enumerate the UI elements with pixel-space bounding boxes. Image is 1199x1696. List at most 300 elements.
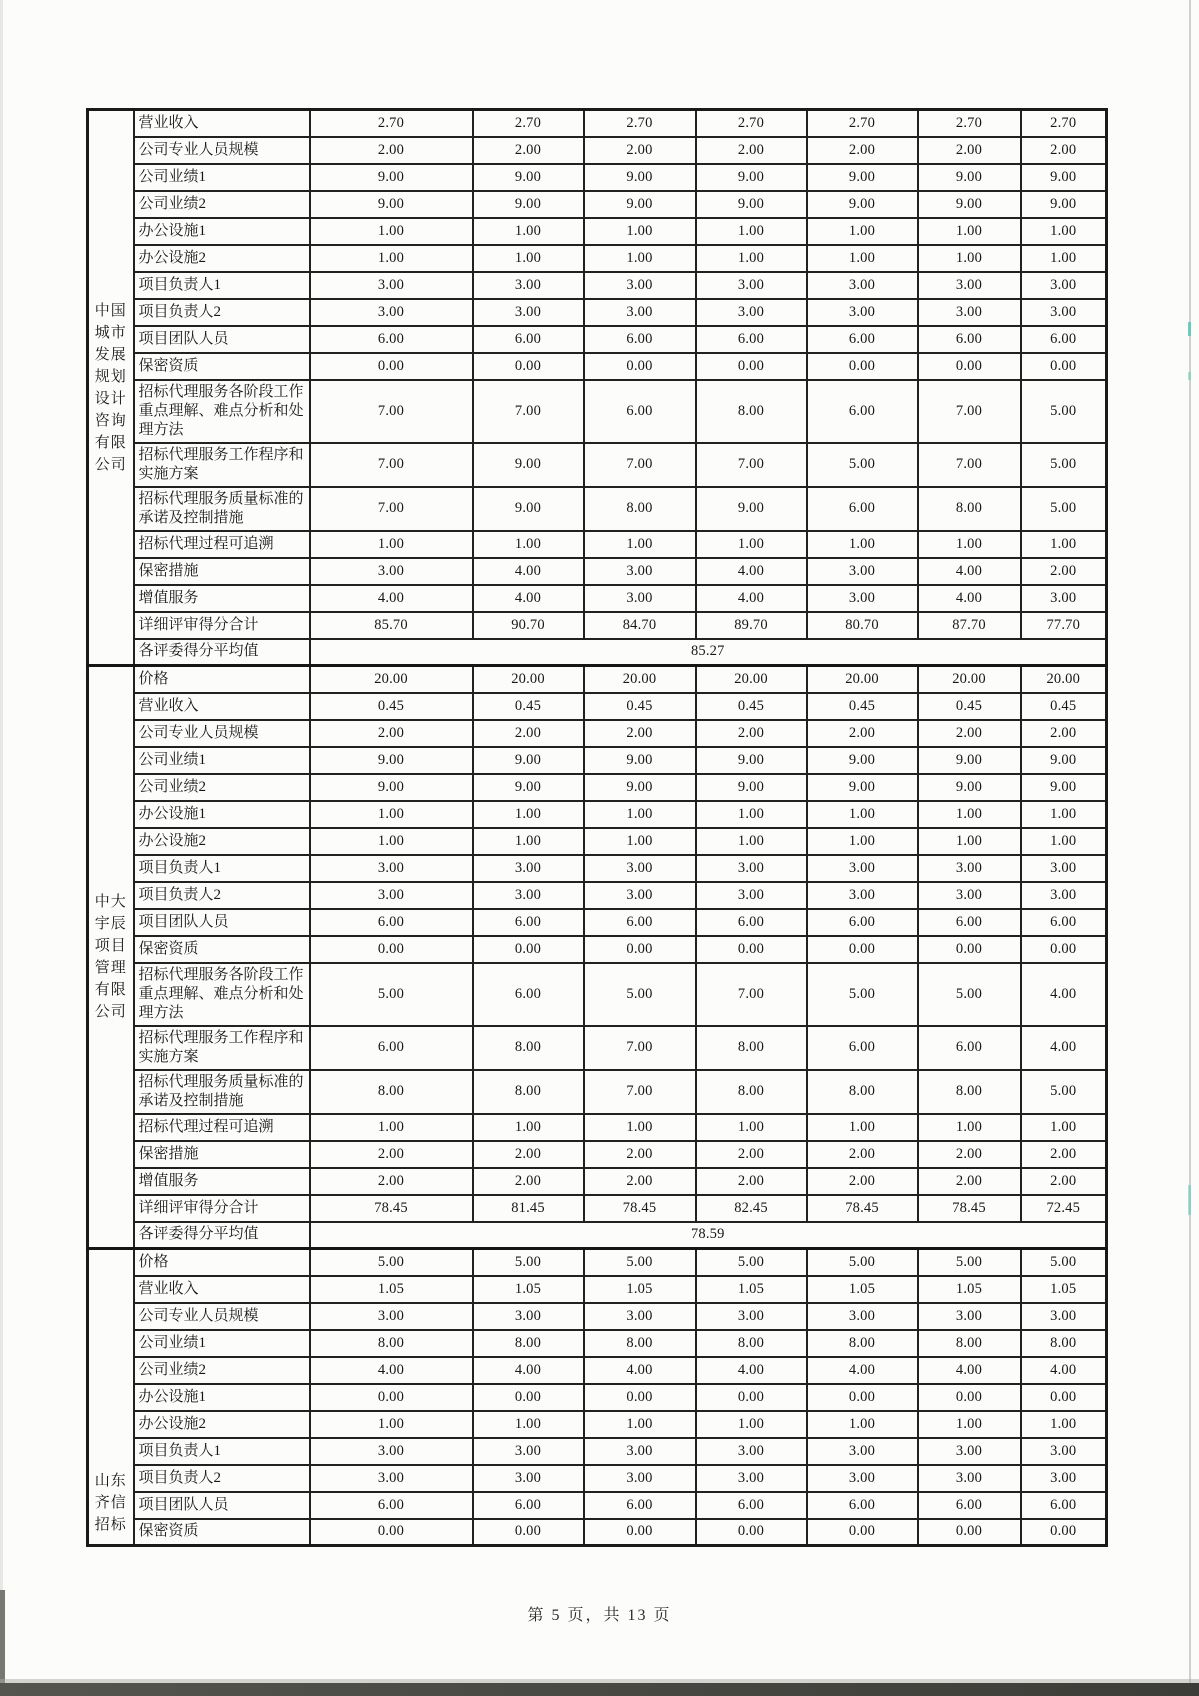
score-cell: 3.00 (696, 855, 807, 882)
score-cell: 0.00 (807, 936, 918, 963)
score-cell: 4.00 (696, 1357, 807, 1384)
score-cell: 3.00 (310, 1438, 473, 1465)
criteria-label-cell: 招标代理服务各阶段工作重点理解、难点分析和处理方法 (134, 963, 310, 1026)
score-cell: 0.00 (1021, 1384, 1107, 1411)
criteria-label-cell: 增值服务 (134, 1168, 310, 1195)
score-cell: 3.00 (918, 1303, 1021, 1330)
criteria-label-cell: 详细评审得分合计 (134, 612, 310, 639)
table-row (88, 1492, 1107, 1519)
score-cell: 1.00 (310, 531, 473, 558)
score-cell: 0.00 (918, 1519, 1021, 1546)
company-name-cell: 中国城市发展规划设计咨询有限公司 (88, 110, 134, 666)
score-cell: 1.00 (918, 828, 1021, 855)
criteria-label-cell: 招标代理服务工作程序和实施方案 (134, 1026, 310, 1070)
score-cell: 1.05 (584, 1276, 696, 1303)
criteria-label-cell: 项目团队人员 (134, 1492, 310, 1519)
score-cell: 3.00 (473, 1465, 584, 1492)
score-cell: 6.00 (807, 1492, 918, 1519)
score-cell: 6.00 (1021, 326, 1107, 353)
score-cell: 0.45 (310, 693, 473, 720)
score-cell: 1.00 (807, 531, 918, 558)
score-cell: 1.00 (584, 801, 696, 828)
score-cell: 0.00 (696, 1519, 807, 1546)
score-cell: 9.00 (696, 164, 807, 191)
table-row (88, 585, 1107, 612)
score-cell: 4.00 (584, 1357, 696, 1384)
score-cell: 2.00 (473, 1168, 584, 1195)
score-cell: 87.70 (918, 612, 1021, 639)
score-cell: 2.00 (696, 137, 807, 164)
score-cell: 9.00 (473, 774, 584, 801)
score-cell: 9.00 (310, 164, 473, 191)
score-cell: 3.00 (1021, 272, 1107, 299)
score-cell: 9.00 (473, 747, 584, 774)
score-cell: 0.00 (1021, 353, 1107, 380)
score-cell: 3.00 (310, 1303, 473, 1330)
score-cell: 85.70 (310, 612, 473, 639)
score-cell: 20.00 (584, 666, 696, 693)
score-cell: 20.00 (696, 666, 807, 693)
criteria-label-cell: 公司业绩1 (134, 747, 310, 774)
table-row (88, 801, 1107, 828)
table-row (88, 720, 1107, 747)
score-cell: 8.00 (1021, 1330, 1107, 1357)
score-cell: 3.00 (1021, 585, 1107, 612)
score-cell: 4.00 (1021, 1026, 1107, 1070)
score-cell: 5.00 (918, 963, 1021, 1026)
score-cell: 5.00 (473, 1249, 584, 1276)
score-cell: 72.45 (1021, 1195, 1107, 1222)
table-row (88, 191, 1107, 218)
score-cell: 4.00 (918, 1357, 1021, 1384)
score-cell: 1.00 (918, 1114, 1021, 1141)
criteria-label-cell: 项目负责人1 (134, 272, 310, 299)
score-cell: 2.00 (807, 1168, 918, 1195)
table-row (88, 1303, 1107, 1330)
score-cell: 7.00 (310, 443, 473, 487)
criteria-label-cell: 各评委得分平均值 (134, 639, 310, 666)
score-cell: 3.00 (918, 855, 1021, 882)
table-row (88, 1222, 1107, 1249)
criteria-label-cell: 办公设施1 (134, 1384, 310, 1411)
table-row (88, 137, 1107, 164)
average-score-cell: 85.27 (310, 639, 1107, 666)
score-cell: 3.00 (584, 299, 696, 326)
criteria-label-cell: 招标代理服务质量标准的承诺及控制措施 (134, 1070, 310, 1114)
criteria-label-cell: 招标代理过程可追溯 (134, 1114, 310, 1141)
score-cell: 6.00 (473, 326, 584, 353)
criteria-label-cell: 办公设施1 (134, 218, 310, 245)
criteria-label-cell: 营业收入 (134, 110, 310, 137)
score-cell: 89.70 (696, 612, 807, 639)
score-cell: 1.05 (696, 1276, 807, 1303)
score-cell: 9.00 (473, 164, 584, 191)
score-cell: 9.00 (473, 487, 584, 531)
score-cell: 2.00 (1021, 1141, 1107, 1168)
score-cell: 4.00 (473, 585, 584, 612)
score-cell: 1.00 (310, 218, 473, 245)
score-cell: 3.00 (807, 299, 918, 326)
score-cell: 3.00 (807, 585, 918, 612)
criteria-label-cell: 办公设施2 (134, 828, 310, 855)
score-cell: 3.00 (584, 558, 696, 585)
score-cell: 3.00 (807, 272, 918, 299)
table-row (88, 1411, 1107, 1438)
score-cell: 6.00 (918, 326, 1021, 353)
company-name-cell: 中大宇辰项目管理有限公司 (88, 666, 134, 1249)
score-cell: 8.00 (696, 1026, 807, 1070)
score-cell: 3.00 (1021, 1438, 1107, 1465)
score-cell: 3.00 (807, 1303, 918, 1330)
score-cell: 3.00 (310, 558, 473, 585)
score-cell: 7.00 (918, 443, 1021, 487)
score-cell: 1.00 (918, 218, 1021, 245)
score-cell: 3.00 (473, 882, 584, 909)
score-cell: 1.00 (310, 245, 473, 272)
score-cell: 9.00 (918, 774, 1021, 801)
criteria-label-cell: 营业收入 (134, 1276, 310, 1303)
criteria-label-cell: 项目负责人2 (134, 299, 310, 326)
criteria-label-cell: 招标代理服务各阶段工作重点理解、难点分析和处理方法 (134, 380, 310, 443)
score-cell: 1.00 (918, 801, 1021, 828)
score-cell: 1.00 (584, 218, 696, 245)
score-cell: 1.00 (310, 1114, 473, 1141)
score-cell: 3.00 (918, 1465, 1021, 1492)
score-cell: 4.00 (473, 1357, 584, 1384)
score-cell: 9.00 (807, 191, 918, 218)
score-cell: 1.00 (473, 1411, 584, 1438)
score-cell: 9.00 (473, 443, 584, 487)
table-row (88, 1114, 1107, 1141)
criteria-label-cell: 公司专业人员规模 (134, 137, 310, 164)
score-cell: 3.00 (807, 1438, 918, 1465)
score-cell: 5.00 (807, 963, 918, 1026)
score-cell: 1.00 (1021, 218, 1107, 245)
score-cell: 8.00 (473, 1330, 584, 1357)
score-cell: 0.00 (584, 353, 696, 380)
score-cell: 1.00 (807, 1411, 918, 1438)
score-cell: 3.00 (696, 299, 807, 326)
score-cell: 0.00 (473, 936, 584, 963)
criteria-label-cell: 办公设施2 (134, 245, 310, 272)
criteria-label-cell: 价格 (134, 1249, 310, 1276)
criteria-label-cell: 公司业绩2 (134, 191, 310, 218)
score-cell: 2.00 (473, 137, 584, 164)
score-cell: 5.00 (1021, 487, 1107, 531)
score-cell: 0.00 (584, 936, 696, 963)
score-cell: 2.70 (473, 110, 584, 137)
score-cell: 3.00 (310, 1465, 473, 1492)
average-score-cell: 78.59 (310, 1222, 1107, 1249)
table-row (88, 1384, 1107, 1411)
table-row (88, 272, 1107, 299)
score-cell: 3.00 (807, 1465, 918, 1492)
score-cell: 2.00 (310, 137, 473, 164)
table-row (88, 1465, 1107, 1492)
score-cell: 2.70 (696, 110, 807, 137)
score-cell: 3.00 (1021, 299, 1107, 326)
score-cell: 1.00 (918, 245, 1021, 272)
score-cell: 3.00 (696, 882, 807, 909)
score-cell: 6.00 (807, 487, 918, 531)
score-cell: 9.00 (584, 191, 696, 218)
score-cell: 6.00 (807, 326, 918, 353)
score-cell: 81.45 (473, 1195, 584, 1222)
score-cell: 0.00 (310, 353, 473, 380)
criteria-label-cell: 保密措施 (134, 558, 310, 585)
score-cell: 8.00 (310, 1330, 473, 1357)
score-cell: 3.00 (918, 1438, 1021, 1465)
score-cell: 0.45 (584, 693, 696, 720)
score-cell: 6.00 (918, 1026, 1021, 1070)
score-cell: 1.00 (1021, 1411, 1107, 1438)
table-row (88, 164, 1107, 191)
score-cell: 2.00 (584, 1141, 696, 1168)
score-cell: 2.00 (807, 1141, 918, 1168)
score-cell: 2.00 (310, 1168, 473, 1195)
score-cell: 7.00 (584, 1026, 696, 1070)
score-cell: 7.00 (696, 963, 807, 1026)
score-cell: 78.45 (918, 1195, 1021, 1222)
score-cell: 9.00 (696, 747, 807, 774)
score-cell: 6.00 (473, 909, 584, 936)
score-cell: 2.00 (584, 720, 696, 747)
score-cell: 2.00 (696, 720, 807, 747)
table-row (88, 443, 1107, 487)
score-cell: 3.00 (584, 1465, 696, 1492)
score-cell: 78.45 (584, 1195, 696, 1222)
score-cell: 1.00 (473, 1114, 584, 1141)
score-cell: 6.00 (807, 1026, 918, 1070)
score-cell: 9.00 (918, 191, 1021, 218)
score-cell: 9.00 (918, 747, 1021, 774)
score-cell: 6.00 (584, 326, 696, 353)
score-cell: 9.00 (807, 747, 918, 774)
score-cell: 3.00 (807, 558, 918, 585)
score-cell: 1.00 (1021, 245, 1107, 272)
score-cell: 1.00 (1021, 1114, 1107, 1141)
score-cell: 0.00 (807, 353, 918, 380)
score-cell: 1.00 (1021, 828, 1107, 855)
score-cell: 3.00 (807, 882, 918, 909)
score-cell: 3.00 (310, 855, 473, 882)
score-cell: 2.00 (473, 1141, 584, 1168)
score-cell: 9.00 (310, 747, 473, 774)
score-cell: 5.00 (584, 1249, 696, 1276)
criteria-label-cell: 项目负责人2 (134, 882, 310, 909)
criteria-label-cell: 项目负责人2 (134, 1465, 310, 1492)
score-cell: 8.00 (807, 1330, 918, 1357)
score-cell: 3.00 (918, 882, 1021, 909)
score-cell: 1.00 (696, 1411, 807, 1438)
scan-edge-teal-mark (1188, 1185, 1191, 1215)
score-cell: 20.00 (918, 666, 1021, 693)
score-cell: 1.00 (807, 245, 918, 272)
criteria-label-cell: 公司业绩2 (134, 774, 310, 801)
criteria-label-cell: 营业收入 (134, 693, 310, 720)
score-cell: 3.00 (584, 1303, 696, 1330)
page-footer: 第 5 页，共 13 页 (527, 1607, 672, 1624)
criteria-label-cell: 公司专业人员规模 (134, 1303, 310, 1330)
score-cell: 9.00 (807, 164, 918, 191)
score-cell: 6.00 (696, 1492, 807, 1519)
score-cell: 2.00 (1021, 137, 1107, 164)
scan-edge-right-line (1189, 0, 1191, 1696)
score-cell: 2.70 (1021, 110, 1107, 137)
score-cell: 0.00 (473, 1384, 584, 1411)
score-cell: 1.05 (310, 1276, 473, 1303)
score-cell: 3.00 (918, 299, 1021, 326)
score-cell: 6.00 (1021, 1492, 1107, 1519)
score-cell: 7.00 (918, 380, 1021, 443)
score-cell: 9.00 (1021, 191, 1107, 218)
score-cell: 6.00 (696, 326, 807, 353)
table-row (88, 1357, 1107, 1384)
score-cell: 7.00 (584, 443, 696, 487)
score-cell: 2.00 (584, 137, 696, 164)
score-cell: 9.00 (1021, 164, 1107, 191)
table-row (88, 639, 1107, 666)
score-cell: 0.00 (696, 353, 807, 380)
score-cell: 0.00 (473, 353, 584, 380)
score-cell: 78.45 (310, 1195, 473, 1222)
score-cell: 9.00 (584, 747, 696, 774)
score-cell: 8.00 (696, 1070, 807, 1114)
score-cell: 0.45 (473, 693, 584, 720)
criteria-label-cell: 各评委得分平均值 (134, 1222, 310, 1249)
score-cell: 0.00 (310, 1519, 473, 1546)
score-cell: 0.00 (918, 353, 1021, 380)
criteria-label-cell: 办公设施1 (134, 801, 310, 828)
score-cell: 0.00 (696, 1384, 807, 1411)
score-cell: 1.00 (584, 245, 696, 272)
table-row (88, 1026, 1107, 1070)
score-cell: 8.00 (696, 380, 807, 443)
criteria-label-cell: 保密资质 (134, 353, 310, 380)
score-cell: 1.00 (696, 531, 807, 558)
scan-edge-bottom-band (0, 1683, 1199, 1696)
score-cell: 1.00 (696, 218, 807, 245)
score-cell: 6.00 (310, 909, 473, 936)
score-cell: 1.00 (473, 801, 584, 828)
table-row (88, 1276, 1107, 1303)
score-cell: 1.00 (310, 828, 473, 855)
score-cell: 3.00 (473, 272, 584, 299)
score-cell: 80.70 (807, 612, 918, 639)
score-cell: 2.00 (696, 1168, 807, 1195)
score-cell: 8.00 (473, 1026, 584, 1070)
scan-edge-teal-mark (1188, 322, 1191, 336)
score-cell: 3.00 (584, 272, 696, 299)
score-cell: 2.00 (807, 137, 918, 164)
score-cell: 1.00 (807, 1114, 918, 1141)
score-cell: 6.00 (584, 1492, 696, 1519)
score-cell: 6.00 (918, 1492, 1021, 1519)
score-cell: 90.70 (473, 612, 584, 639)
score-cell: 3.00 (473, 1303, 584, 1330)
score-cell: 7.00 (696, 443, 807, 487)
criteria-label-cell: 项目团队人员 (134, 909, 310, 936)
company-name-cell: 山东齐信招标 (88, 1249, 134, 1546)
table-row (88, 1519, 1107, 1546)
score-cell: 0.00 (918, 936, 1021, 963)
table-row (88, 353, 1107, 380)
score-cell: 4.00 (696, 585, 807, 612)
criteria-label-cell: 增值服务 (134, 585, 310, 612)
score-cell: 2.00 (1021, 720, 1107, 747)
criteria-label-cell: 保密措施 (134, 1141, 310, 1168)
table-row (88, 828, 1107, 855)
criteria-label-cell: 公司业绩1 (134, 164, 310, 191)
table-row (88, 299, 1107, 326)
score-cell: 1.00 (696, 801, 807, 828)
table-row (88, 218, 1107, 245)
table-row (88, 1195, 1107, 1222)
table-row (88, 612, 1107, 639)
score-cell: 1.00 (807, 218, 918, 245)
score-cell: 6.00 (1021, 909, 1107, 936)
score-cell: 7.00 (473, 380, 584, 443)
score-cell: 6.00 (473, 1492, 584, 1519)
score-cell: 9.00 (918, 164, 1021, 191)
score-cell: 9.00 (584, 164, 696, 191)
score-cell: 9.00 (1021, 774, 1107, 801)
score-cell: 0.45 (1021, 693, 1107, 720)
score-cell: 0.45 (807, 693, 918, 720)
score-cell: 5.00 (696, 1249, 807, 1276)
score-cell: 6.00 (584, 909, 696, 936)
score-cell: 6.00 (310, 326, 473, 353)
score-cell: 8.00 (584, 1330, 696, 1357)
score-cell: 9.00 (807, 774, 918, 801)
score-cell: 1.00 (584, 828, 696, 855)
criteria-label-cell: 招标代理服务工作程序和实施方案 (134, 443, 310, 487)
criteria-label-cell: 公司专业人员规模 (134, 720, 310, 747)
score-cell: 2.70 (918, 110, 1021, 137)
score-cell: 5.00 (310, 963, 473, 1026)
score-cell: 1.00 (696, 245, 807, 272)
score-cell: 8.00 (473, 1070, 584, 1114)
score-cell: 9.00 (584, 774, 696, 801)
score-cell: 4.00 (473, 558, 584, 585)
score-cell: 2.00 (310, 1141, 473, 1168)
table-row (88, 1249, 1107, 1276)
score-table-body (88, 110, 1107, 1546)
score-cell: 4.00 (310, 585, 473, 612)
score-cell: 1.00 (473, 828, 584, 855)
score-cell: 3.00 (310, 882, 473, 909)
table-row (88, 693, 1107, 720)
score-cell: 3.00 (1021, 855, 1107, 882)
score-cell: 0.45 (918, 693, 1021, 720)
score-cell: 2.00 (473, 720, 584, 747)
score-cell: 1.00 (807, 801, 918, 828)
criteria-label-cell: 详细评审得分合计 (134, 1195, 310, 1222)
score-cell: 3.00 (1021, 1303, 1107, 1330)
criteria-label-cell: 价格 (134, 666, 310, 693)
criteria-label-cell: 公司业绩1 (134, 1330, 310, 1357)
criteria-label-cell: 招标代理过程可追溯 (134, 531, 310, 558)
score-cell: 3.00 (1021, 882, 1107, 909)
score-cell: 1.00 (473, 531, 584, 558)
score-cell: 0.00 (584, 1384, 696, 1411)
table-row (88, 774, 1107, 801)
score-cell: 2.00 (918, 137, 1021, 164)
score-cell: 3.00 (584, 855, 696, 882)
table-row (88, 936, 1107, 963)
score-cell: 3.00 (473, 1438, 584, 1465)
score-cell: 77.70 (1021, 612, 1107, 639)
